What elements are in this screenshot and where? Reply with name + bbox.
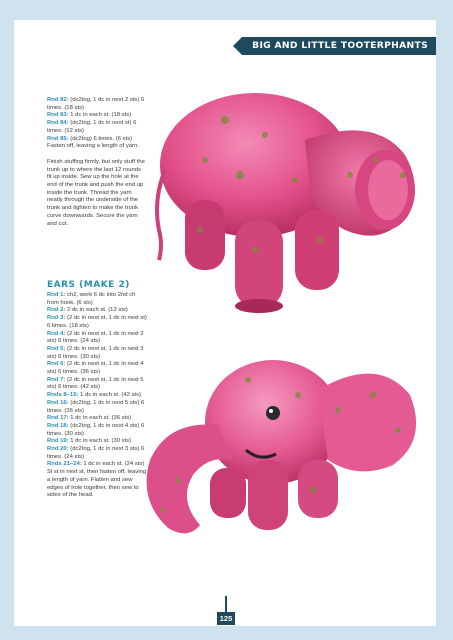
round-line: Rnd 84: (dc2tog, 1 dc in next st) 6 times. (12 sts) bbox=[47, 120, 137, 134]
ears-heading: EARS (MAKE 2) bbox=[47, 280, 130, 290]
round-line: Rnd 1: ch2, work 6 dc into 2nd ch from hook. (6 sts) bbox=[47, 292, 136, 306]
round-line: Rnd 83: 1 dc in each st. (18 sts) bbox=[47, 112, 132, 119]
fasten-note: Fasten off, leaving a length of yarn. bbox=[47, 143, 139, 150]
page-frame-top bbox=[0, 0, 453, 20]
round-line: Rnd 6: (2 dc in next st, 1 dc in next 4 sts) 6 times. (36 sts) bbox=[47, 361, 144, 376]
round-line: Rnds 21–24: 1 dc in each st. (24 sts) bbox=[47, 461, 145, 468]
finishing-paragraph: Finish stuffing firmly, but only stuff the trunk up to where the last 12 rounds fit up inside. Sew up the hole at the end of the trunk and push the end up inside the trunk. Thread the yarn neatly through the underside of the trunk and tighten to make the trunk curve downwards. Secure the yarn and cut. bbox=[47, 158, 145, 227]
chapter-banner: BIG AND LITTLE TOOTERPHANTS bbox=[242, 37, 436, 55]
page-number-stem bbox=[225, 596, 227, 612]
round-line: Rnd 2: 2 dc in each st. (12 sts) bbox=[47, 307, 128, 314]
closing-note: Sl st in next st, then fasten off, leaving a length of yarn. Flatten and sew edges of hole together, then sew to sides of the head. bbox=[47, 469, 147, 499]
round-line: Rnd 16: (dc2tog, 1 dc in next 5 sts) 6 times. (36 sts) bbox=[47, 399, 145, 414]
round-line: Rnd 82: (dc2tog, 1 dc in next 2 sts) 6 times. (18 sts) bbox=[47, 97, 145, 111]
round-line: Rnd 7: (2 dc in next st, 1 dc in next 5 sts) 6 times. (42 sts) bbox=[47, 376, 144, 391]
page-frame-left bbox=[0, 0, 14, 640]
round-line: Rnds 8–15: 1 dc in each st. (42 sts) bbox=[47, 392, 141, 399]
ears-rounds bbox=[47, 292, 147, 500]
round-line: Rnd 5: (2 dc in next st, 1 dc in next 3 sts) 6 times. (30 sts) bbox=[47, 345, 144, 360]
page-frame-right bbox=[436, 0, 453, 640]
round-line: Rnd 85: (dc2tog) 6 times. (6 sts) bbox=[47, 135, 133, 142]
round-line: Rnd 19: 1 dc in each st. (30 sts) bbox=[47, 438, 132, 445]
elephant-side-photo bbox=[145, 80, 430, 320]
round-line: Rnd 18: (dc2tog, 1 dc in next 4 sts) 6 times. (30 sts) bbox=[47, 422, 145, 437]
round-line: Rnd 4: (2 dc in next st, 1 dc in next 2 sts) 6 times. (24 sts) bbox=[47, 330, 144, 345]
round-line: Rnd 3: (2 dc in next st, 1 dc in next st) 6 times. (18 sts) bbox=[47, 315, 147, 329]
elephant-front-photo bbox=[138, 350, 428, 555]
pattern-column-top bbox=[47, 97, 147, 228]
round-line: Rnd 17: 1 dc in each st. (36 sts) bbox=[47, 415, 132, 422]
round-line: Rnd 20: (dc2tog, 1 dc in next 3 sts) 6 times. (24 sts) bbox=[47, 446, 145, 460]
page-frame-bottom bbox=[0, 626, 453, 640]
eye-icon bbox=[266, 406, 280, 420]
page-number: 125 bbox=[217, 612, 235, 625]
